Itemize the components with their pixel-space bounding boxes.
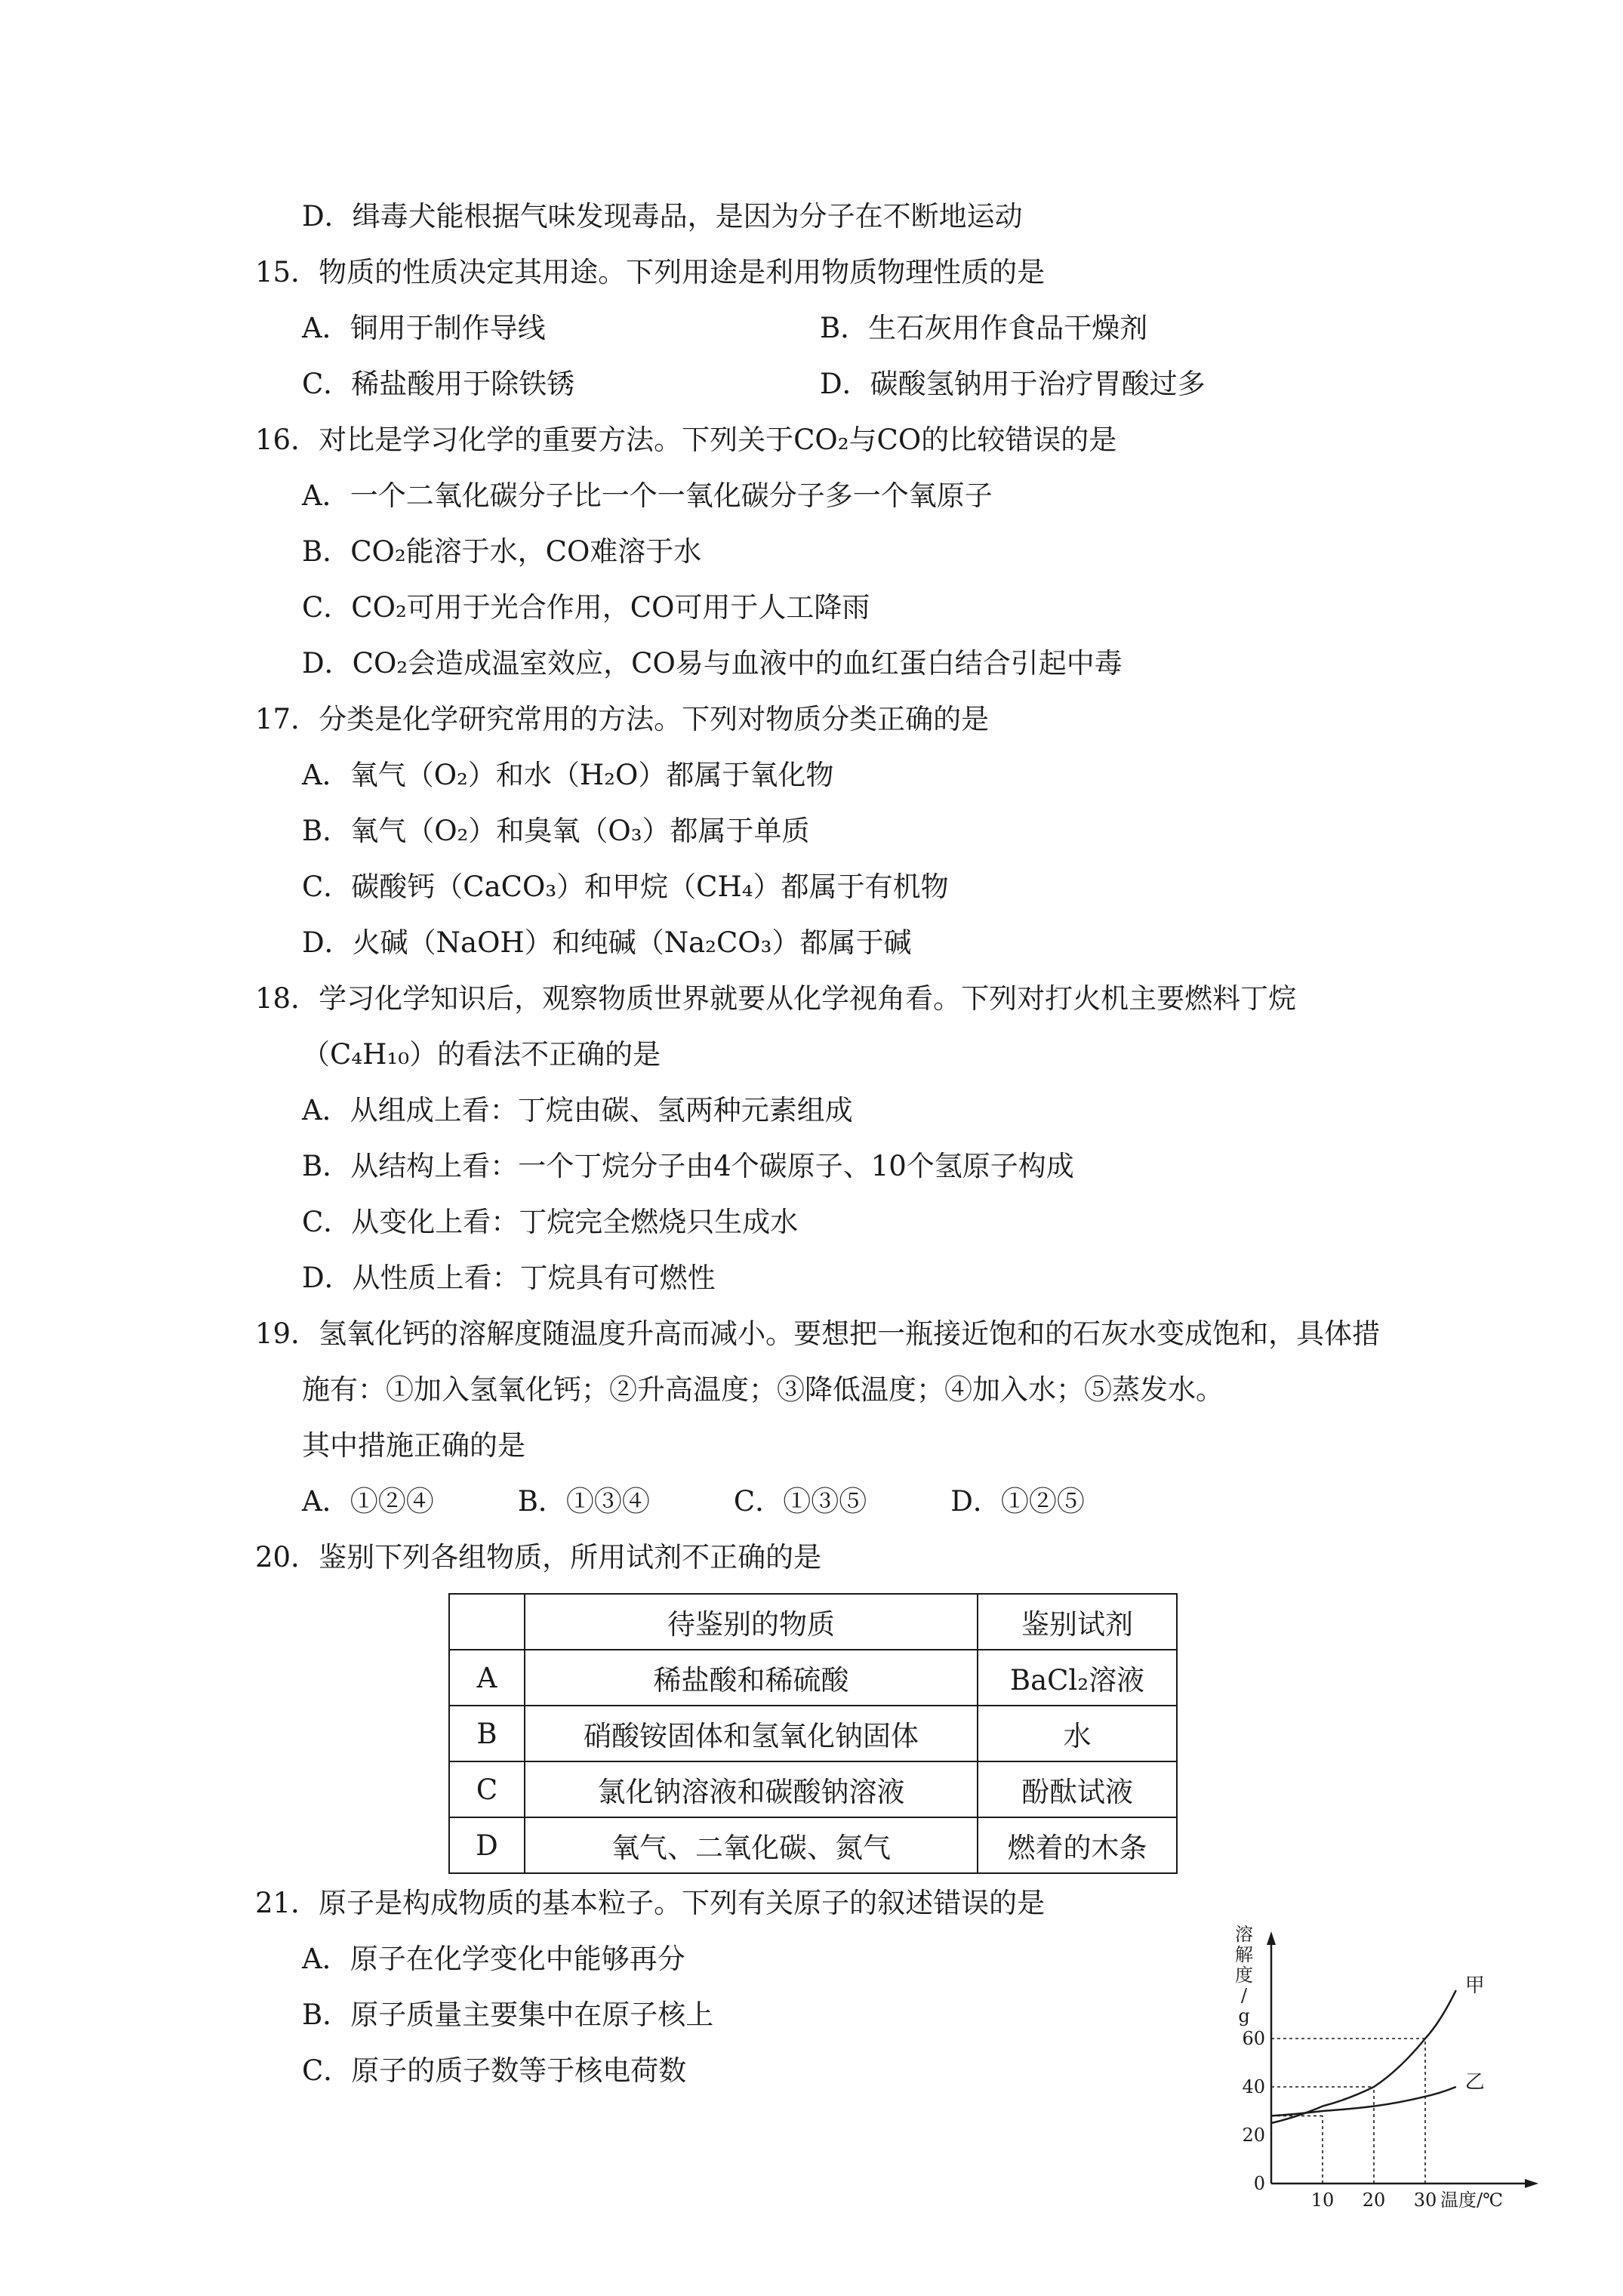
options-19: A．①②④ B．①③④ C．①③⑤ D．①②⑤: [302, 1485, 1085, 1518]
graph-guides: [1271, 2039, 1425, 2184]
table-cell: 稀盐酸和稀硫酸: [525, 1650, 978, 1706]
question-19: 19．氢氧化钙的溶解度随温度升高而减小。要想把一瓶接近饱和的石灰水变成饱和，具体措: [255, 1318, 1381, 1350]
y-tick-label: 40: [1242, 2076, 1265, 2097]
x-axis-arrow: [1525, 2179, 1538, 2188]
question-18-cont: （C₄H₁₀）的看法不正确的是: [302, 1038, 661, 1071]
table-cell: 待鉴别的物质: [525, 1594, 978, 1650]
option-16-a: A．一个二氧化碳分子比一个一氧化碳分子多一个氧原子: [302, 479, 993, 512]
table-cell: BaCl₂溶液: [978, 1650, 1177, 1706]
question-17: 17．分类是化学研究常用的方法。下列对物质分类正确的是: [255, 703, 990, 735]
option-16-c: C．CO₂可用于光合作用，CO可用于人工降雨: [302, 591, 870, 624]
x-axis-label: 温度/℃: [1440, 2190, 1503, 2211]
line-d-option: D．缉毒犬能根据气味发现毒品，是因为分子在不断地运动: [302, 200, 1023, 233]
series-label: 乙: [1464, 2071, 1485, 2094]
x-tick-label: 20: [1362, 2190, 1386, 2211]
table-cell: A: [449, 1650, 525, 1706]
table-row: [449, 1761, 1177, 1817]
table-cell: 氧气、二氧化碳、氮气: [525, 1817, 978, 1873]
table-cell: 燃着的木条: [978, 1817, 1177, 1873]
table-cell: 水: [978, 1706, 1177, 1761]
origin-label: 0: [1253, 2173, 1265, 2194]
table-cell: C: [449, 1761, 525, 1817]
series-label: 甲: [1464, 1974, 1485, 1997]
question-15: 15．物质的性质决定其用途。下列用途是利用物质物理性质的是: [255, 256, 1046, 288]
y-axis-label-char: 解: [1235, 1944, 1253, 1965]
reagent-table: [448, 1593, 1178, 1874]
x-tick-label: 30: [1413, 2190, 1437, 2211]
option-15-d: D．碳酸氢钠用于治疗胃酸过多: [820, 368, 1206, 400]
option-18-b: B．从结构上看：一个丁烷分子由4个碳原子、10个氢原子构成: [302, 1150, 1074, 1182]
question-20: 20．鉴别下列各组物质，所用试剂不正确的是: [255, 1541, 822, 1573]
y-axis-label-char: g: [1238, 2005, 1250, 2026]
question-16: 16．对比是学习化学的重要方法。下列关于CO₂与CO的比较错误的是: [255, 424, 1117, 456]
option-21-c: C．原子的质子数等于核电荷数: [302, 2054, 687, 2087]
option-21-b: B．原子质量主要集中在原子核上: [302, 1999, 714, 2031]
solubility-graph: [1223, 1925, 1540, 2212]
table-row: [449, 1706, 1177, 1761]
option-15-b: B．生石灰用作食品干燥剂: [820, 312, 1148, 344]
option-15-c: C．稀盐酸用于除铁锈: [302, 368, 575, 400]
question-18: 18．学习化学知识后，观察物质世界就要从化学视角看。下列对打火机主要燃料丁烷: [255, 982, 1297, 1015]
y-axis-label-char: 溶: [1235, 1925, 1253, 1945]
y-axis-label-char: /: [1240, 1985, 1248, 2006]
table-row: [449, 1650, 1177, 1706]
table-header-row: [449, 1594, 1177, 1650]
table-cell: 鉴别试剂: [978, 1594, 1177, 1650]
table-cell: 酚酞试液: [978, 1761, 1177, 1817]
option-21-a: A．原子在化学变化中能够再分: [302, 1943, 685, 1975]
y-tick-label: 20: [1242, 2125, 1265, 2146]
curve-0: [1271, 1990, 1456, 2123]
table-cell: 硝酸铵固体和氢氧化钠固体: [525, 1706, 978, 1761]
graph-labels: [1235, 1925, 1503, 2211]
question-19-cont: 施有：①加入氢氧化钙；②升高温度；③降低温度；④加入水；⑤蒸发水。: [302, 1373, 1224, 1406]
option-17-b: B．氧气（O₂）和臭氧（O₃）都属于单质: [302, 815, 810, 847]
option-17-d: D．火碱（NaOH）和纯碱（Na₂CO₃）都属于碱: [302, 926, 912, 959]
question-19-cont2: 其中措施正确的是: [302, 1429, 525, 1462]
table-row: [449, 1817, 1177, 1873]
option-18-d: D．从性质上看：丁烷具有可燃性: [302, 1262, 716, 1294]
y-axis-label-char: 度: [1235, 1965, 1253, 1986]
graph-axes: [1267, 1931, 1538, 2188]
option-18-c: C．从变化上看：丁烷完全燃烧只生成水: [302, 1206, 799, 1238]
option-18-a: A．从组成上看：丁烷由碳、氢两种元素组成: [302, 1094, 853, 1126]
y-tick-label: 60: [1242, 2028, 1265, 2049]
y-axis-arrow: [1267, 1931, 1276, 1945]
option-16-b: B．CO₂能溶于水，CO难溶于水: [302, 535, 702, 568]
table-cell: [449, 1594, 525, 1650]
table-cell: 氯化钠溶液和碳酸钠溶液: [525, 1761, 978, 1817]
table-cell: D: [449, 1817, 525, 1873]
graph-curves: [1271, 1990, 1456, 2123]
table-cell: B: [449, 1706, 525, 1761]
option-17-c: C．碳酸钙（CaCO₃）和甲烷（CH₄）都属于有机物: [302, 871, 949, 903]
x-tick-label: 10: [1310, 2190, 1335, 2211]
option-15-a: A．铜用于制作导线: [302, 312, 546, 344]
option-16-d: D．CO₂会造成温室效应，CO易与血液中的血红蛋白结合引起中毒: [302, 647, 1123, 680]
option-17-a: A．氧气（O₂）和水（H₂O）都属于氧化物: [302, 759, 834, 791]
question-21: 21．原子是构成物质的基本粒子。下列有关原子的叙述错误的是: [255, 1887, 1046, 1919]
